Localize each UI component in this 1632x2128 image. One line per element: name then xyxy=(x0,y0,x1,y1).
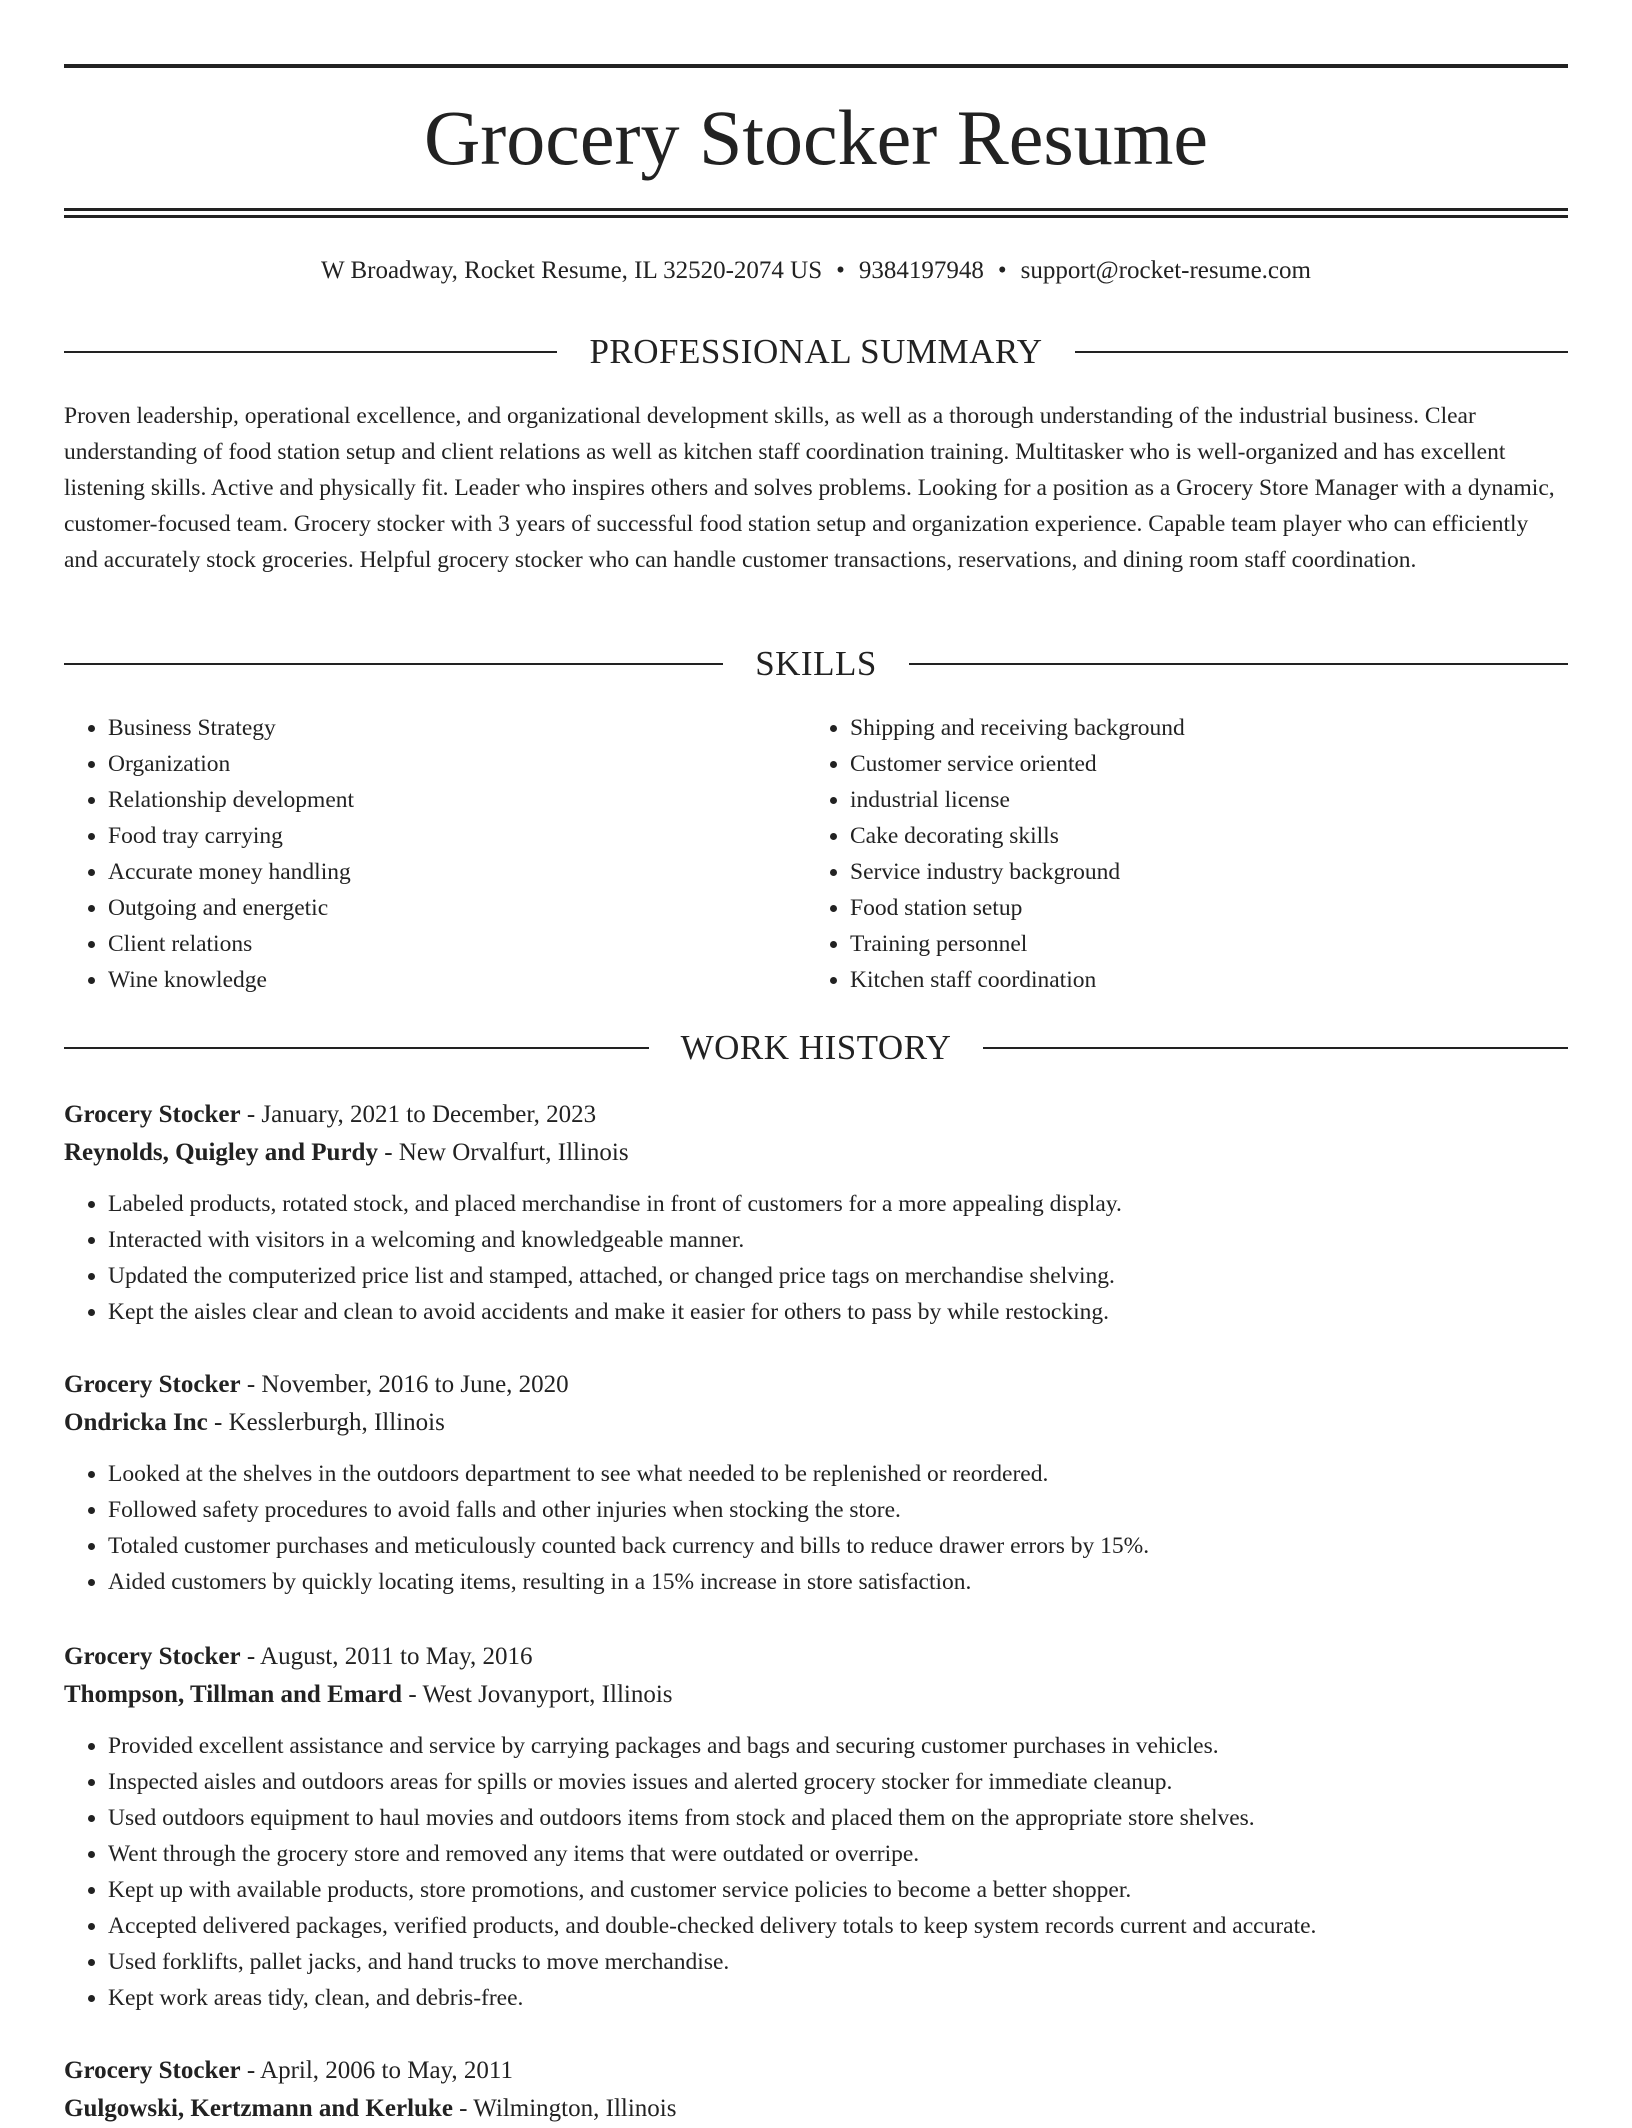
skills-section-heading xyxy=(64,641,1568,687)
job-bullet: • Labeled products, rotated stock, and placed merchandise in front of customers for a more appealing display. xyxy=(108,1186,1568,1222)
skill-item: • Customer service oriented xyxy=(850,746,1548,782)
job-bullet: • Accepted delivered packages, verified products, and double-checked delivery totals to keep system records current and accurate. xyxy=(108,1908,1568,1944)
skill-item: • industrial license xyxy=(850,782,1548,818)
skill-item: • Food station setup xyxy=(850,890,1548,926)
job-bullet: • Kept work areas tidy, clean, and debris-free. xyxy=(108,1980,1568,2016)
job-bullet: • Looked at the shelves in the outdoors department to see what needed to be replenished or reordered. xyxy=(108,1456,1568,1492)
job-bullet: • Inspected aisles and outdoors areas for spills or movies issues and alerted grocery stocker for immediate cleanup. xyxy=(108,1764,1568,1800)
skill-item: • Client relations xyxy=(108,926,806,962)
skills-column-right xyxy=(806,710,1548,998)
skills-heading-label: SKILLS xyxy=(755,644,877,683)
job-company-line xyxy=(64,1676,1568,1714)
job-location: - West Jovanyport, Illinois xyxy=(402,1681,673,1708)
job-location: - Wilmington, Illinois xyxy=(452,2095,677,2122)
job-bullets xyxy=(64,1728,1568,2016)
job-dates: - August, 2011 to May, 2016 xyxy=(240,1643,533,1670)
skill-item: • Shipping and receiving background xyxy=(850,710,1548,746)
job-title-line xyxy=(64,1638,1568,1676)
skills-list xyxy=(64,710,1568,998)
job-entry xyxy=(64,1366,1568,1600)
job-company: Thompson, Tillman and Emard xyxy=(64,1681,403,1708)
skill-item: • Business Strategy xyxy=(108,710,806,746)
job-bullet: • Aided customers by quickly locating items, resulting in a 15% increase in store satisfaction. xyxy=(108,1564,1568,1600)
skill-item: • Outgoing and energetic xyxy=(108,890,806,926)
skill-item: • Service industry background xyxy=(850,854,1548,890)
job-dates: - November, 2016 to June, 2020 xyxy=(240,1371,569,1398)
job-bullet: • Followed safety procedures to avoid falls and other injuries when stocking the store. xyxy=(108,1492,1568,1528)
heading-rule-right xyxy=(909,663,1568,665)
contact-separator: • xyxy=(997,257,1007,284)
job-company-line xyxy=(64,1134,1568,1172)
job-bullet: • Kept the aisles clear and clean to avoid accidents and make it easier for others to pass by while restocking. xyxy=(108,1294,1568,1330)
job-bullet: • Used outdoors equipment to haul movies and outdoors items from stock and placed them on the appropriate store shelves. xyxy=(108,1800,1568,1836)
work-heading-label: WORK HISTORY xyxy=(680,1028,952,1067)
skills-column-left xyxy=(64,710,806,998)
job-title-line xyxy=(64,2052,1568,2090)
skill-item: • Relationship development xyxy=(108,782,806,818)
job-bullet: • Kept up with available products, store promotions, and customer service policies to become a better shopper. xyxy=(108,1872,1568,1908)
heading-rule-left xyxy=(64,351,557,353)
contact-separator: • xyxy=(836,257,845,284)
job-company: Reynolds, Quigley and Purdy xyxy=(64,1139,378,1166)
title-double-rule xyxy=(64,208,1568,218)
job-company-line xyxy=(64,1404,1568,1442)
job-entry xyxy=(64,2052,1568,2128)
job-title: Grocery Stocker xyxy=(64,1101,241,1128)
skill-item: • Food tray carrying xyxy=(108,818,806,854)
summary-paragraph: Proven leadership, operational excellence, and organizational development skills, as well as a thorough understanding of the industrial business. Clear understanding of food station setup and client relations as well as kitchen staff coordination training. Multitasker who is well-organized and has excellent listening skills. Active and physically fit. Leader who inspires others and solves problems. Looking for a position as a Grocery Store Manager with a dynamic, customer-focused team. Grocery stocker with 3 years of successful food station setup and organization experience. Capable team player who can efficiently and accurately stock groceries. Helpful grocery stocker who can handle customer transactions, reservations, and dining room staff coordination. xyxy=(64,403,1555,573)
job-bullet: • Went through the grocery store and removed any items that were outdated or overripe. xyxy=(108,1836,1568,1872)
job-bullet: • Updated the computerized price list and stamped, attached, or changed price tags on merchandise shelving. xyxy=(108,1258,1568,1294)
contact-line xyxy=(64,252,1568,290)
heading-rule-left xyxy=(64,1047,649,1049)
job-title-line xyxy=(64,1096,1568,1134)
work-section-heading xyxy=(64,1025,1568,1071)
job-dates: - April, 2006 to May, 2011 xyxy=(240,2057,513,2084)
job-company: Gulgowski, Kertzmann and Kerluke xyxy=(64,2095,453,2122)
job-title-line xyxy=(64,1366,1568,1404)
job-title: Grocery Stocker xyxy=(64,1371,241,1398)
heading-rule-left xyxy=(64,663,723,665)
job-location: - Kesslerburgh, Illinois xyxy=(207,1409,445,1436)
contact-address: W Broadway, Rocket Resume, IL 32520-2074 US xyxy=(321,257,823,284)
skill-item: • Organization xyxy=(108,746,806,782)
job-location: - New Orvalfurt, Illinois xyxy=(377,1139,629,1166)
job-entry xyxy=(64,1638,1568,2016)
job-company: Ondricka Inc xyxy=(64,1409,208,1436)
summary-section-heading xyxy=(64,329,1568,375)
job-bullets xyxy=(64,1456,1568,1600)
job-bullets xyxy=(64,1186,1568,1330)
skill-item: • Training personnel xyxy=(850,926,1548,962)
job-title: Grocery Stocker xyxy=(64,1643,241,1670)
skill-item: • Wine knowledge xyxy=(108,962,806,998)
contact-phone: 9384197948 xyxy=(858,257,984,284)
job-title: Grocery Stocker xyxy=(64,2057,241,2084)
job-bullet: • Interacted with visitors in a welcoming and knowledgeable manner. xyxy=(108,1222,1568,1258)
skill-item: • Accurate money handling xyxy=(108,854,806,890)
resume-title: Grocery Stocker Resume xyxy=(423,94,1209,181)
top-rule xyxy=(64,64,1568,68)
job-bullet: • Used forklifts, pallet jacks, and hand trucks to move merchandise. xyxy=(108,1944,1568,1980)
skill-item: • Kitchen staff coordination xyxy=(850,962,1548,998)
skill-item: • Cake decorating skills xyxy=(850,818,1548,854)
job-entry xyxy=(64,1096,1568,1330)
job-bullet: • Totaled customer purchases and meticulously counted back currency and bills to reduce drawer errors by 15%. xyxy=(108,1528,1568,1564)
heading-rule-right xyxy=(1075,351,1568,353)
job-bullet: • Provided excellent assistance and service by carrying packages and bags and securing customer purchases in vehicles. xyxy=(108,1728,1568,1764)
job-dates: - January, 2021 to December, 2023 xyxy=(240,1101,597,1128)
heading-rule-right xyxy=(983,1047,1568,1049)
contact-email: support@rocket-resume.com xyxy=(1020,257,1311,284)
summary-heading-label: PROFESSIONAL SUMMARY xyxy=(589,332,1043,371)
job-company-line xyxy=(64,2090,1568,2128)
